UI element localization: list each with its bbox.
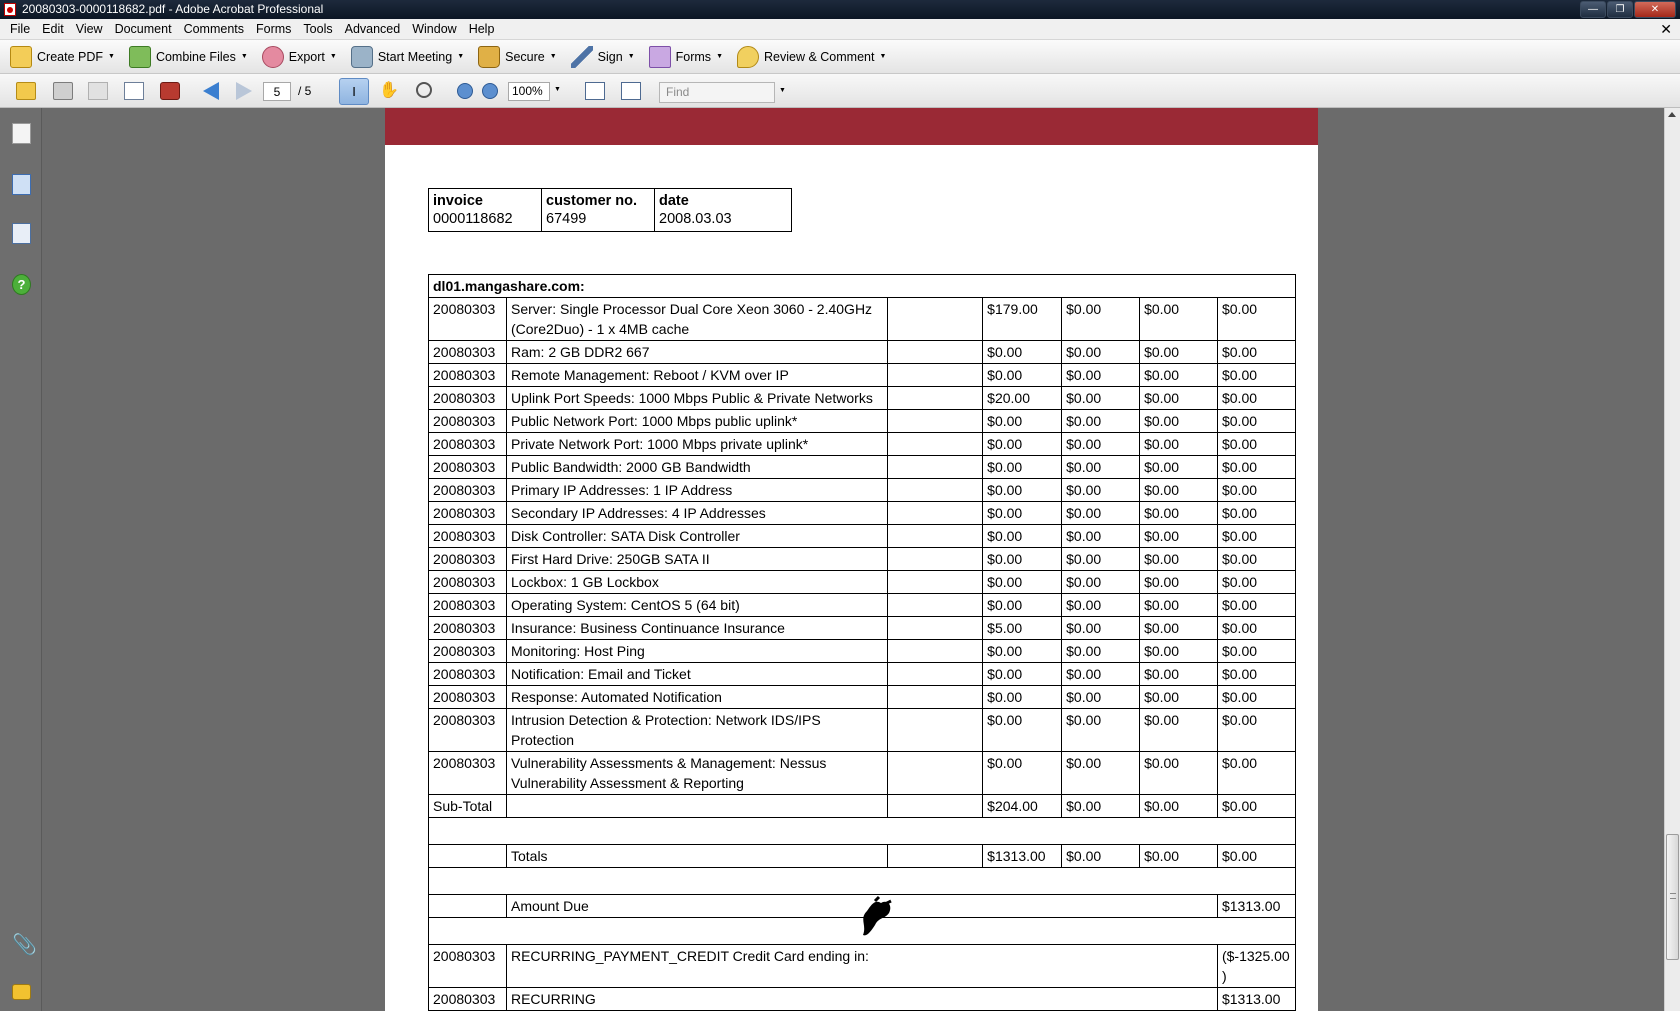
item-amount: $0.00 <box>1062 571 1140 594</box>
menu-tools[interactable]: Tools <box>303 21 333 36</box>
item-description: Insurance: Business Continuance Insurance <box>506 617 887 640</box>
item-description: Server: Single Processor Dual Core Xeon 3060 - 2.40GHz (Core2Duo) - 1 x 4MB cache <box>506 298 887 341</box>
title-bar <box>0 0 1680 19</box>
table-row <box>429 709 1296 752</box>
item-amount: $0.00 <box>1062 433 1140 456</box>
payment-date: 20080303 <box>429 988 507 1011</box>
site-row <box>429 275 1296 298</box>
item-empty-cell <box>888 410 983 433</box>
dropdown-arrow-icon: ▼ <box>240 53 248 60</box>
tasks-toolbar <box>0 40 1680 74</box>
item-amount: $0.00 <box>1062 663 1140 686</box>
spacer-row <box>429 818 1296 845</box>
item-amount: $0.00 <box>1140 341 1218 364</box>
scrollbar-thumb[interactable] <box>1666 834 1679 960</box>
date-cell <box>655 189 791 231</box>
signatures-icon[interactable] <box>12 223 31 244</box>
item-description: Vulnerability Assessments & Management: Nessus Vulnerability Assessment & Reporting <box>506 752 887 795</box>
item-amount: $0.00 <box>1140 433 1218 456</box>
item-empty-cell <box>888 686 983 709</box>
item-amount: $0.00 <box>1140 571 1218 594</box>
pdf-page <box>385 108 1318 1011</box>
subtotal-amount: $204.00 <box>983 795 1062 818</box>
payment-amount: ($-1325.00 ) <box>1217 945 1295 988</box>
invoice-label: invoice <box>433 193 483 209</box>
print-icon[interactable] <box>53 82 73 100</box>
item-date: 20080303 <box>429 502 507 525</box>
item-empty-cell <box>888 456 983 479</box>
item-empty-cell <box>888 548 983 571</box>
item-empty-cell <box>888 571 983 594</box>
item-amount: $0.00 <box>1217 663 1295 686</box>
item-description: Disk Controller: SATA Disk Controller <box>506 525 887 548</box>
item-empty-cell <box>888 594 983 617</box>
item-empty-cell <box>888 387 983 410</box>
fit-width-icon[interactable] <box>585 82 605 100</box>
scroll-up-arrow-icon[interactable] <box>1668 112 1676 117</box>
forms-button[interactable] <box>649 46 723 68</box>
spacer-row <box>429 868 1296 895</box>
spacer-cell <box>429 818 1296 845</box>
item-amount: $0.00 <box>1217 686 1295 709</box>
item-amount: $0.00 <box>983 571 1062 594</box>
item-description: Response: Automated Notification <box>506 686 887 709</box>
empty-cell <box>429 895 507 918</box>
dropdown-arrow-icon: ▼ <box>627 53 635 60</box>
zoom-dropdown-icon[interactable]: ▼ <box>554 86 561 93</box>
spacer-cell <box>429 868 1296 895</box>
item-amount: $5.00 <box>983 617 1062 640</box>
item-empty-cell <box>888 341 983 364</box>
save-icon[interactable] <box>88 82 108 100</box>
item-description: Public Bandwidth: 2000 GB Bandwidth <box>506 456 887 479</box>
menu-comments[interactable]: Comments <box>183 21 244 36</box>
item-amount: $0.00 <box>1217 387 1295 410</box>
item-amount: $0.00 <box>1140 479 1218 502</box>
item-amount: $0.00 <box>1140 752 1218 795</box>
forms-icon <box>649 46 671 68</box>
item-amount: $0.00 <box>983 594 1062 617</box>
table-row <box>429 640 1296 663</box>
table-row <box>429 525 1296 548</box>
item-date: 20080303 <box>429 364 507 387</box>
item-amount: $0.00 <box>1217 548 1295 571</box>
start-meeting-label: Start Meeting <box>377 49 453 64</box>
menu-view[interactable]: View <box>75 21 103 36</box>
item-amount: $0.00 <box>1062 617 1140 640</box>
select-text-cursor-icon[interactable]: I <box>339 78 369 105</box>
menu-edit[interactable]: Edit <box>42 21 64 36</box>
item-empty-cell <box>888 752 983 795</box>
find-input[interactable]: Find <box>659 82 775 103</box>
totals-row <box>429 845 1296 868</box>
item-date: 20080303 <box>429 548 507 571</box>
menu-window[interactable]: Window <box>412 21 457 36</box>
customer-label: customer no. <box>546 193 638 209</box>
table-row <box>429 617 1296 640</box>
dropdown-arrow-icon: ▼ <box>879 53 887 60</box>
item-amount: $0.00 <box>1217 525 1295 548</box>
review-comment-button[interactable] <box>737 46 886 68</box>
item-amount: $0.00 <box>983 525 1062 548</box>
sign-button[interactable] <box>571 46 635 68</box>
item-amount: $0.00 <box>983 410 1062 433</box>
customer-number: 67499 <box>546 211 587 227</box>
item-amount: $0.00 <box>1140 364 1218 387</box>
amount-due-value: $1313.00 <box>1217 895 1295 918</box>
review-comment-label: Review & Comment <box>764 49 875 64</box>
item-amount: $0.00 <box>1140 502 1218 525</box>
item-date: 20080303 <box>429 410 507 433</box>
subtotal-row <box>429 795 1296 818</box>
item-amount: $0.00 <box>983 548 1062 571</box>
item-amount: $0.00 <box>1062 709 1140 752</box>
close-window-button[interactable]: ✕ <box>1634 1 1676 18</box>
invoice-header-table <box>428 188 792 232</box>
item-date: 20080303 <box>429 479 507 502</box>
item-amount: $0.00 <box>1217 364 1295 387</box>
item-amount: $0.00 <box>1140 594 1218 617</box>
window-controls <box>1579 1 1676 18</box>
item-empty-cell <box>888 617 983 640</box>
item-amount: $0.00 <box>983 640 1062 663</box>
paperclip-icon[interactable]: 📎 <box>12 934 37 956</box>
navigation-panel <box>0 108 42 1011</box>
dropdown-arrow-icon: ▼ <box>457 53 465 60</box>
pages-icon[interactable] <box>12 123 31 144</box>
table-row <box>429 571 1296 594</box>
table-row <box>429 594 1296 617</box>
item-amount: $0.00 <box>983 364 1062 387</box>
item-amount: $0.00 <box>1217 709 1295 752</box>
combine-files-button[interactable] <box>129 46 248 68</box>
marquee-zoom-icon[interactable] <box>416 82 432 98</box>
page-number-input[interactable] <box>263 82 291 101</box>
customer-cell <box>542 189 655 231</box>
item-amount: $0.00 <box>1062 387 1140 410</box>
item-amount: $0.00 <box>1140 709 1218 752</box>
item-amount: $0.00 <box>983 433 1062 456</box>
invoice-number: 0000118682 <box>433 211 513 227</box>
secure-button[interactable] <box>478 46 557 68</box>
item-amount: $0.00 <box>1217 298 1295 341</box>
item-amount: $0.00 <box>1217 617 1295 640</box>
zoom-level-field[interactable]: 100% <box>508 82 550 101</box>
table-row <box>429 752 1296 795</box>
item-amount: $0.00 <box>1140 410 1218 433</box>
amount-due-label: Amount Due <box>506 895 1217 918</box>
meeting-icon <box>351 46 373 68</box>
item-amount: $0.00 <box>1062 502 1140 525</box>
item-description: Remote Management: Reboot / KVM over IP <box>506 364 887 387</box>
page-header-banner <box>385 108 1318 145</box>
create-pdf-button[interactable] <box>10 46 115 68</box>
totals-amount: $0.00 <box>1140 845 1218 868</box>
item-amount: $0.00 <box>1062 479 1140 502</box>
item-empty-cell <box>888 709 983 752</box>
item-amount: $0.00 <box>1140 298 1218 341</box>
item-amount: $0.00 <box>1140 525 1218 548</box>
item-empty-cell <box>888 298 983 341</box>
document-area[interactable] <box>42 108 1664 1011</box>
export-label: Export <box>288 49 325 64</box>
item-date: 20080303 <box>429 617 507 640</box>
grip-icon <box>1670 893 1676 899</box>
table-row <box>429 502 1296 525</box>
lock-icon <box>478 46 500 68</box>
item-amount: $0.00 <box>1140 640 1218 663</box>
restore-button[interactable]: ❐ <box>1607 1 1633 18</box>
item-amount: $0.00 <box>1062 364 1140 387</box>
item-description: Operating System: CentOS 5 (64 bit) <box>506 594 887 617</box>
item-amount: $0.00 <box>1217 433 1295 456</box>
snapshot-icon[interactable] <box>160 82 180 100</box>
subtotal-amount: $0.00 <box>1217 795 1295 818</box>
item-date: 20080303 <box>429 709 507 752</box>
item-amount: $0.00 <box>1217 594 1295 617</box>
menu-help[interactable]: Help <box>468 21 495 36</box>
payment-row <box>429 945 1296 988</box>
secure-label: Secure <box>505 49 545 64</box>
item-amount: $0.00 <box>1217 571 1295 594</box>
previous-page-icon[interactable] <box>203 82 219 100</box>
totals-amount: $0.00 <box>1217 845 1295 868</box>
item-amount: $0.00 <box>1062 686 1140 709</box>
export-button[interactable] <box>262 46 337 68</box>
item-amount: $0.00 <box>1140 617 1218 640</box>
menu-advanced[interactable]: Advanced <box>344 21 401 36</box>
item-empty-cell <box>888 479 983 502</box>
item-amount: $0.00 <box>1217 410 1295 433</box>
item-amount: $0.00 <box>1217 640 1295 663</box>
site-name: dl01.mangashare.com: <box>429 275 1296 298</box>
table-row <box>429 433 1296 456</box>
table-row <box>429 686 1296 709</box>
item-date: 20080303 <box>429 387 507 410</box>
subtotal-amount: $0.00 <box>1140 795 1218 818</box>
item-description: Private Network Port: 1000 Mbps private uplink* <box>506 433 887 456</box>
item-amount: $0.00 <box>1217 479 1295 502</box>
item-amount: $0.00 <box>983 502 1062 525</box>
item-amount: $0.00 <box>1140 663 1218 686</box>
acrobat-app-icon <box>4 3 16 16</box>
navigation-toolbar <box>0 74 1680 108</box>
item-amount: $0.00 <box>1140 387 1218 410</box>
empty-cell <box>429 845 507 868</box>
item-amount: $0.00 <box>1217 752 1295 795</box>
next-page-icon[interactable] <box>236 82 252 100</box>
find-dropdown-icon[interactable]: ▼ <box>779 87 786 94</box>
item-description: Public Network Port: 1000 Mbps public uplink* <box>506 410 887 433</box>
create-pdf-label: Create PDF <box>37 49 103 64</box>
item-amount: $0.00 <box>1062 594 1140 617</box>
redaction-scribble <box>855 895 895 939</box>
hand-tool-icon[interactable]: ✋ <box>379 82 399 99</box>
item-date: 20080303 <box>429 298 507 341</box>
item-amount: $0.00 <box>1217 341 1295 364</box>
item-amount: $0.00 <box>983 479 1062 502</box>
item-empty-cell <box>888 640 983 663</box>
payment-date: 20080303 <box>429 945 507 988</box>
item-date: 20080303 <box>429 341 507 364</box>
table-row <box>429 663 1296 686</box>
item-amount: $0.00 <box>983 341 1062 364</box>
totals-amount: $1313.00 <box>983 845 1062 868</box>
table-row <box>429 387 1296 410</box>
start-meeting-button[interactable] <box>351 46 464 68</box>
totals-label: Totals <box>506 845 887 868</box>
item-amount: $0.00 <box>1140 456 1218 479</box>
table-row <box>429 479 1296 502</box>
item-date: 20080303 <box>429 752 507 795</box>
item-empty-cell <box>888 502 983 525</box>
item-date: 20080303 <box>429 640 507 663</box>
dropdown-arrow-icon: ▼ <box>716 53 723 60</box>
item-amount: $0.00 <box>1062 298 1140 341</box>
item-amount: $0.00 <box>1062 410 1140 433</box>
item-date: 20080303 <box>429 594 507 617</box>
subtotal-amount: $0.00 <box>1062 795 1140 818</box>
page-total: / 5 <box>298 84 312 98</box>
minimize-button[interactable]: — <box>1580 1 1606 18</box>
item-amount: $20.00 <box>983 387 1062 410</box>
bookmarks-icon[interactable] <box>12 174 31 195</box>
export-icon <box>262 46 284 68</box>
item-date: 20080303 <box>429 663 507 686</box>
pen-icon <box>571 46 593 68</box>
item-date: 20080303 <box>429 525 507 548</box>
item-amount: $0.00 <box>1062 525 1140 548</box>
comment-bubble-icon <box>737 46 759 68</box>
item-amount: $0.00 <box>983 663 1062 686</box>
zoom-out-icon[interactable] <box>457 83 473 99</box>
payment-description: RECURRING <box>506 988 1217 1011</box>
menu-bar <box>0 19 1680 40</box>
table-row <box>429 298 1296 341</box>
combine-files-label: Combine Files <box>155 49 236 64</box>
item-amount: $0.00 <box>1217 502 1295 525</box>
empty-cell <box>888 795 983 818</box>
item-amount: $0.00 <box>1062 341 1140 364</box>
email-icon[interactable] <box>124 82 144 100</box>
vertical-scrollbar[interactable] <box>1664 108 1680 1011</box>
table-row <box>429 456 1296 479</box>
invoice-cell <box>429 189 542 231</box>
item-description: Lockbox: 1 GB Lockbox <box>506 571 887 594</box>
dropdown-arrow-icon: ▼ <box>549 53 557 60</box>
sign-label: Sign <box>597 49 623 64</box>
item-date: 20080303 <box>429 456 507 479</box>
item-description: Notification: Email and Ticket <box>506 663 887 686</box>
combine-files-icon <box>129 46 151 68</box>
item-description: Primary IP Addresses: 1 IP Address <box>506 479 887 502</box>
item-date: 20080303 <box>429 686 507 709</box>
date-label: date <box>659 193 689 209</box>
item-amount: $0.00 <box>1217 456 1295 479</box>
open-folder-icon[interactable] <box>16 82 36 100</box>
forms-label: Forms <box>675 49 712 64</box>
close-document-icon[interactable]: ✕ <box>1660 21 1672 37</box>
invoice-date: 2008.03.03 <box>659 211 732 227</box>
empty-cell <box>888 845 983 868</box>
menu-forms[interactable]: Forms <box>256 21 292 36</box>
zoom-in-icon[interactable] <box>482 83 498 99</box>
item-empty-cell <box>888 663 983 686</box>
create-pdf-icon <box>10 46 32 68</box>
item-amount: $0.00 <box>1062 752 1140 795</box>
table-row <box>429 410 1296 433</box>
dropdown-arrow-icon: ▼ <box>108 53 115 60</box>
item-empty-cell <box>888 433 983 456</box>
item-description: Uplink Port Speeds: 1000 Mbps Public & Private Networks <box>506 387 887 410</box>
dropdown-arrow-icon: ▼ <box>329 53 337 60</box>
table-row <box>429 341 1296 364</box>
item-amount: $0.00 <box>983 752 1062 795</box>
item-description: First Hard Drive: 250GB SATA II <box>506 548 887 571</box>
item-amount: $0.00 <box>983 709 1062 752</box>
empty-cell <box>506 795 887 818</box>
menu-document[interactable]: Document <box>114 21 172 36</box>
subtotal-label: Sub-Total <box>429 795 507 818</box>
totals-amount: $0.00 <box>1062 845 1140 868</box>
help-icon[interactable]: ? <box>12 274 31 295</box>
item-description: Secondary IP Addresses: 4 IP Addresses <box>506 502 887 525</box>
item-amount: $0.00 <box>983 686 1062 709</box>
item-amount: $0.00 <box>1062 640 1140 663</box>
item-description: Intrusion Detection & Protection: Network IDS/IPS Protection <box>506 709 887 752</box>
payment-row <box>429 988 1296 1011</box>
table-row <box>429 364 1296 387</box>
item-amount: $0.00 <box>1062 456 1140 479</box>
menu-file[interactable]: File <box>10 21 31 36</box>
item-empty-cell <box>888 525 983 548</box>
item-date: 20080303 <box>429 433 507 456</box>
item-date: 20080303 <box>429 571 507 594</box>
table-row <box>429 548 1296 571</box>
item-description: Ram: 2 GB DDR2 667 <box>506 341 887 364</box>
item-amount: $0.00 <box>1140 686 1218 709</box>
item-amount: $0.00 <box>1062 548 1140 571</box>
item-amount: $0.00 <box>1140 548 1218 571</box>
item-description: Monitoring: Host Ping <box>506 640 887 663</box>
item-empty-cell <box>888 364 983 387</box>
comments-icon[interactable] <box>12 984 31 1000</box>
fit-page-icon[interactable] <box>621 82 641 100</box>
item-amount: $179.00 <box>983 298 1062 341</box>
item-amount: $0.00 <box>983 456 1062 479</box>
payment-description: RECURRING_PAYMENT_CREDIT Credit Card ending in: <box>506 945 1217 988</box>
window-title: 20080303-0000118682.pdf - Adobe Acrobat Professional <box>22 2 324 16</box>
payment-amount: $1313.00 <box>1217 988 1295 1011</box>
